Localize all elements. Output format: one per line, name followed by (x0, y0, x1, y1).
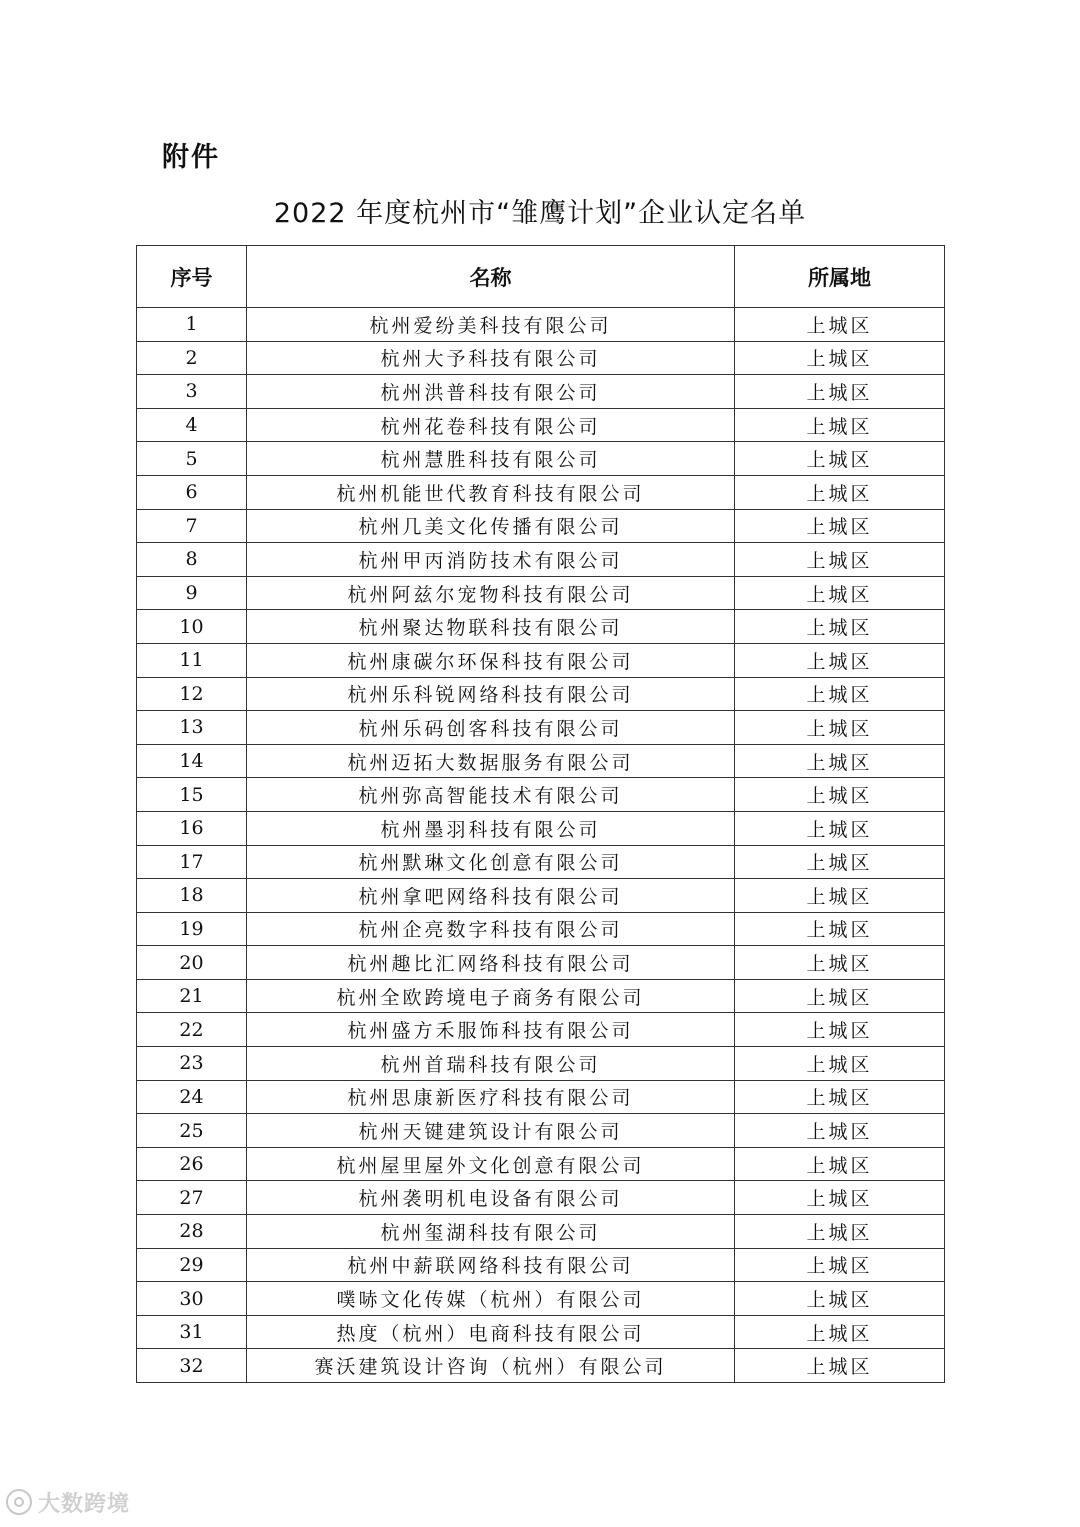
row-district: 上城区 (735, 1349, 945, 1383)
table-row (137, 341, 945, 375)
table-row (137, 408, 945, 442)
table-row (137, 442, 945, 476)
table-row (137, 1215, 945, 1249)
row-district: 上城区 (735, 442, 945, 476)
row-company-name: 杭州洪普科技有限公司 (247, 375, 735, 409)
table-row (137, 912, 945, 946)
row-company-name: 杭州首瑞科技有限公司 (247, 1047, 735, 1081)
row-company-name: 杭州乐码创客科技有限公司 (247, 711, 735, 745)
row-district: 上城区 (735, 1248, 945, 1282)
table-row (137, 1147, 945, 1181)
row-district: 上城区 (735, 509, 945, 543)
table-body (137, 308, 945, 1383)
row-company-name: 杭州思康新医疗科技有限公司 (247, 1080, 735, 1114)
row-company-name: 杭州花卷科技有限公司 (247, 408, 735, 442)
row-company-name: 杭州袭明机电设备有限公司 (247, 1181, 735, 1215)
row-number: 13 (137, 711, 247, 745)
table-row (137, 509, 945, 543)
row-company-name: 杭州拿吧网络科技有限公司 (247, 879, 735, 913)
row-company-name: 杭州迈拓大数据服务有限公司 (247, 744, 735, 778)
row-number: 9 (137, 576, 247, 610)
table-row (137, 543, 945, 577)
row-number: 27 (137, 1181, 247, 1215)
row-district: 上城区 (735, 610, 945, 644)
table-row (137, 1114, 945, 1148)
row-company-name: 杭州大予科技有限公司 (247, 341, 735, 375)
enterprise-table (136, 245, 945, 1383)
row-company-name: 杭州屋里屋外文化创意有限公司 (247, 1147, 735, 1181)
table-row (137, 1013, 945, 1047)
table-row (137, 1282, 945, 1316)
row-company-name: 杭州慧胜科技有限公司 (247, 442, 735, 476)
row-district: 上城区 (735, 1080, 945, 1114)
row-number: 24 (137, 1080, 247, 1114)
row-number: 7 (137, 509, 247, 543)
row-company-name: 杭州甲丙消防技术有限公司 (247, 543, 735, 577)
row-company-name: 杭州弥高智能技术有限公司 (247, 778, 735, 812)
row-district: 上城区 (735, 576, 945, 610)
row-company-name: 杭州康碳尔环保科技有限公司 (247, 643, 735, 677)
row-number: 31 (137, 1315, 247, 1349)
table-row (137, 711, 945, 745)
row-district: 上城区 (735, 778, 945, 812)
row-company-name: 杭州阿兹尔宠物科技有限公司 (247, 576, 735, 610)
header-no: 序号 (137, 246, 247, 308)
row-number: 5 (137, 442, 247, 476)
table-row (137, 1181, 945, 1215)
table-row (137, 778, 945, 812)
row-number: 4 (137, 408, 247, 442)
table-row (137, 845, 945, 879)
row-number: 10 (137, 610, 247, 644)
row-number: 15 (137, 778, 247, 812)
row-number: 28 (137, 1215, 247, 1249)
table-row (137, 1047, 945, 1081)
table-row (137, 308, 945, 342)
table-row (137, 475, 945, 509)
row-district: 上城区 (735, 1114, 945, 1148)
row-number: 8 (137, 543, 247, 577)
row-district: 上城区 (735, 1315, 945, 1349)
row-district: 上城区 (735, 912, 945, 946)
watermark-text: 大数跨境 (38, 1491, 131, 1517)
row-company-name: 杭州几美文化传播有限公司 (247, 509, 735, 543)
row-company-name: 杭州中薪联网络科技有限公司 (247, 1248, 735, 1282)
row-number: 6 (137, 475, 247, 509)
row-district: 上城区 (735, 1215, 945, 1249)
row-district: 上城区 (735, 946, 945, 980)
row-number: 22 (137, 1013, 247, 1047)
table-row (137, 946, 945, 980)
eye-logo-icon (6, 1489, 32, 1515)
row-district: 上城区 (735, 677, 945, 711)
row-company-name: 热度（杭州）电商科技有限公司 (247, 1315, 735, 1349)
table-row (137, 1248, 945, 1282)
row-district: 上城区 (735, 1282, 945, 1316)
row-district: 上城区 (735, 1013, 945, 1047)
table-header-row (137, 246, 945, 308)
row-company-name: 杭州机能世代教育科技有限公司 (247, 475, 735, 509)
row-company-name: 赛沃建筑设计咨询（杭州）有限公司 (247, 1349, 735, 1383)
table-row (137, 811, 945, 845)
row-district: 上城区 (735, 979, 945, 1013)
header-district: 所属地 (735, 246, 945, 308)
header-name: 名称 (247, 246, 735, 308)
table-row (137, 1349, 945, 1383)
attachment-label: 附件 (162, 142, 220, 173)
row-number: 11 (137, 643, 247, 677)
row-district: 上城区 (735, 711, 945, 745)
table-row (137, 979, 945, 1013)
row-number: 21 (137, 979, 247, 1013)
row-number: 25 (137, 1114, 247, 1148)
row-district: 上城区 (735, 879, 945, 913)
row-number: 18 (137, 879, 247, 913)
table-row (137, 879, 945, 913)
row-number: 1 (137, 308, 247, 342)
row-district: 上城区 (735, 1047, 945, 1081)
row-district: 上城区 (735, 475, 945, 509)
row-district: 上城区 (735, 341, 945, 375)
row-number: 32 (137, 1349, 247, 1383)
row-number: 30 (137, 1282, 247, 1316)
row-company-name: 杭州天键建筑设计有限公司 (247, 1114, 735, 1148)
table-row (137, 1080, 945, 1114)
table-row (137, 643, 945, 677)
row-company-name: 杭州乐科锐网络科技有限公司 (247, 677, 735, 711)
row-company-name: 杭州墨羽科技有限公司 (247, 811, 735, 845)
row-number: 12 (137, 677, 247, 711)
row-number: 20 (137, 946, 247, 980)
row-district: 上城区 (735, 845, 945, 879)
row-company-name: 杭州默琳文化创意有限公司 (247, 845, 735, 879)
row-company-name: 杭州爱纷美科技有限公司 (247, 308, 735, 342)
row-company-name: 杭州企亮数字科技有限公司 (247, 912, 735, 946)
table-row (137, 610, 945, 644)
table-row (137, 576, 945, 610)
watermark (6, 1487, 130, 1517)
row-company-name: 杭州盛方禾服饰科技有限公司 (247, 1013, 735, 1047)
row-company-name: 杭州聚达物联科技有限公司 (247, 610, 735, 644)
row-district: 上城区 (735, 408, 945, 442)
row-number: 2 (137, 341, 247, 375)
row-district: 上城区 (735, 1147, 945, 1181)
row-number: 26 (137, 1147, 247, 1181)
row-company-name: 杭州趣比汇网络科技有限公司 (247, 946, 735, 980)
row-district: 上城区 (735, 375, 945, 409)
table-row (137, 1315, 945, 1349)
row-number: 17 (137, 845, 247, 879)
row-company-name: 噗哧文化传媒（杭州）有限公司 (247, 1282, 735, 1316)
row-number: 19 (137, 912, 247, 946)
row-district: 上城区 (735, 543, 945, 577)
row-district: 上城区 (735, 811, 945, 845)
row-number: 23 (137, 1047, 247, 1081)
row-number: 3 (137, 375, 247, 409)
table-row (137, 375, 945, 409)
row-district: 上城区 (735, 308, 945, 342)
row-company-name: 杭州玺湖科技有限公司 (247, 1215, 735, 1249)
row-district: 上城区 (735, 744, 945, 778)
row-number: 14 (137, 744, 247, 778)
row-number: 29 (137, 1248, 247, 1282)
row-district: 上城区 (735, 643, 945, 677)
row-district: 上城区 (735, 1181, 945, 1215)
table-row (137, 677, 945, 711)
row-number: 16 (137, 811, 247, 845)
document-title: 2022 年度杭州市“雏鹰计划”企业认定名单 (273, 198, 807, 229)
row-company-name: 杭州全欧跨境电子商务有限公司 (247, 979, 735, 1013)
table-row (137, 744, 945, 778)
